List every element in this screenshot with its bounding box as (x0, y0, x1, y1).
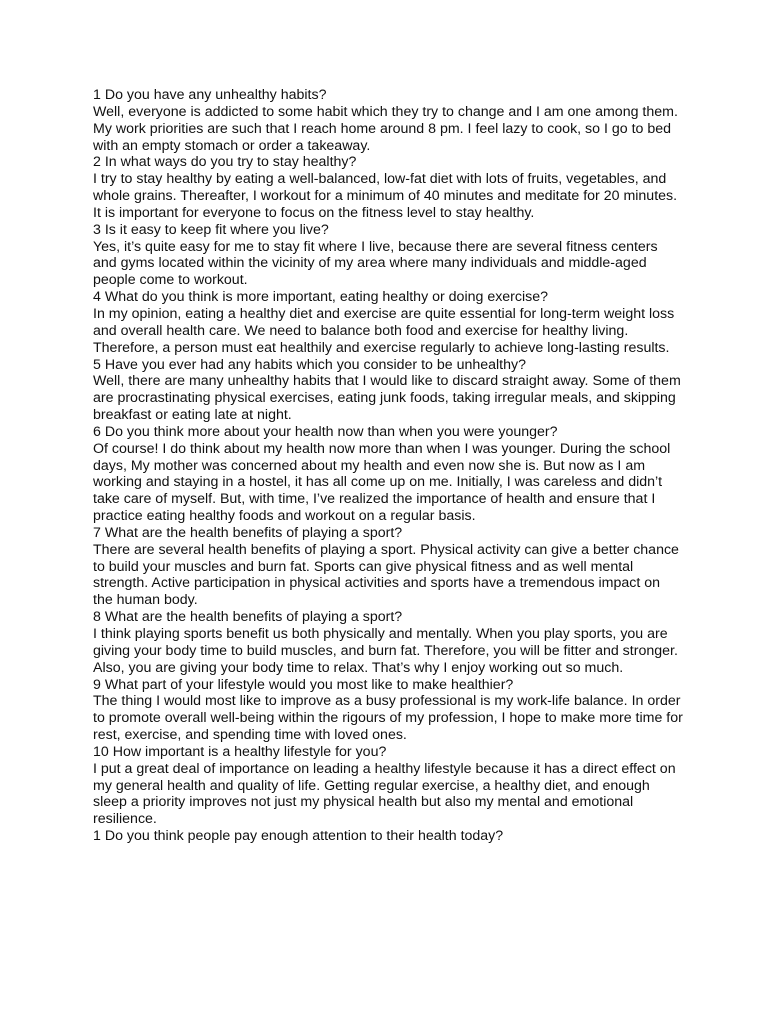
question-1: 1 Do you have any unhealthy habits? (93, 87, 327, 103)
question-8: 8 What are the health benefits of playing a sport? (93, 609, 403, 626)
question-3: 3 Is it easy to keep fit where you live? (93, 221, 329, 238)
answer-2: I try to stay healthy by eating a well-balanced, low-fat diet with lots of fruits, vegetables, and whole grains. Thereafter, I workout for a minimum of 40 minutes and meditate for 20 minutes. It is important for everyone to focus on the fitness level to stay healthy. (93, 171, 678, 221)
question-7: 7 What are the health benefits of playing a sport? (93, 524, 403, 541)
document-body (93, 87, 683, 845)
question-10: 10 How important is a healthy lifestyle for you? (93, 743, 387, 760)
answer-9: The thing I would most like to improve as a busy professional is my work-life balance. In order to promote overall well-being within the rigours of my profession, I hope to make more time for rest, exercise, and spending time with loved ones. (93, 693, 683, 744)
answer-10: I put a great deal of importance on leading a healthy lifestyle because it has a direct effect on my general health and quality of life. Getting regular exercise, a healthy diet, and enough sleep a priority improves not just my physical health but also my mental and emotional resilience. (93, 760, 676, 828)
question-2: 2 In what ways do you try to stay healthy? (93, 154, 357, 171)
question-5: 5 Have you ever had any habits which you consider to be unhealthy? (93, 356, 526, 373)
answer-1: Well, everyone is addicted to some habit which they try to change and I am one among them. My work priorities are such that I reach home around 8 pm. I feel lazy to cook, so I go to bed with an empty stomach or order a takeaway. (93, 103, 678, 154)
question-4: 4 What do you think is more important, eating healthy or doing exercise? (93, 289, 549, 306)
answer-5: Well, there are many unhealthy habits that I would like to discard straight away. Some of them are procrastinating physical exercises, eating junk foods, taking irregular meals, and skipping breakfast or eating late at night. (93, 373, 681, 424)
answer-7: There are several health benefits of playing a sport. Physical activity can give a better chance to build your muscles and burn fat. Sports can give physical fitness and as well mental strength. Active participation in physical activities and sports have a tremendous impact on the human body. (93, 541, 679, 609)
answer-6: Of course! I do think about my health now more than when I was younger. During the school days, My mother was concerned about my health and even now she is. But now as I am working and staying in a hostel, it has all come up on me. Initially, I was careless and didn’t take care of myself. But, with time, I’ve realized the importance of health and ensure that I practice eating healthy foods and workout on a regular basis. (93, 440, 671, 525)
question-11: 1 Do you think people pay enough attention to their health today? (93, 828, 504, 845)
question-9: 9 What part of your lifestyle would you most like to make healthier? (93, 676, 514, 693)
answer-3: Yes, it’s quite easy for me to stay fit where I live, because there are several fitness centers and gyms located within the vicinity of my area where many individuals and middle-aged people come to workout. (93, 238, 658, 289)
answer-4: In my opinion, eating a healthy diet and exercise are quite essential for long-term weight loss and overall health care. We need to balance both food and exercise for healthy living. Therefore, a person must eat healthily and exercise regularly to achieve long-lasting results. (93, 305, 675, 356)
question-6: 6 Do you think more about your health now than when you were younger? (93, 423, 558, 440)
answer-8: I think playing sports benefit us both physically and mentally. When you play sports, you are giving your body time to build muscles, and burn fat. Therefore, you will be fitter and stronger. Also, you are giving your body time to relax. That’s why I enjoy working out so much. (93, 626, 678, 676)
